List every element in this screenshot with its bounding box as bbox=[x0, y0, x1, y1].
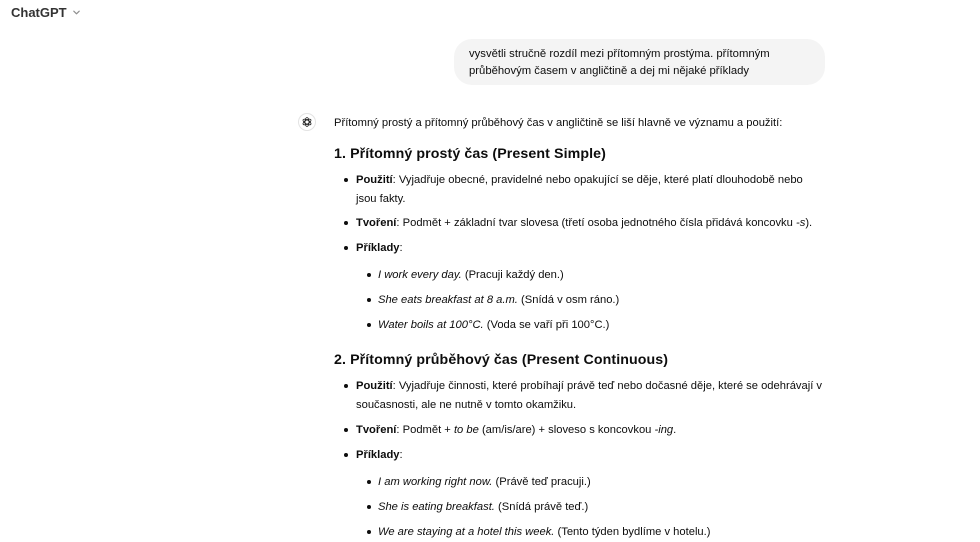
label-usage: Použití bbox=[356, 380, 393, 392]
list-item: Příklady: bbox=[356, 239, 824, 258]
bullet bbox=[344, 246, 348, 250]
example-item: I am working right now. (Právě teď pracuji.) bbox=[378, 473, 591, 492]
bullet bbox=[367, 323, 371, 327]
user-message-bubble bbox=[454, 39, 825, 85]
list-item: Tvoření: Podmět + základní tvar slovesa (třetí osoba jednotného čísla přidává koncovku -s). bbox=[356, 214, 824, 233]
example-item: She is eating breakfast. (Snídá právě teď.) bbox=[378, 498, 588, 517]
section-heading: 2. Přítomný průběhový čas (Present Continuous) bbox=[334, 352, 669, 368]
list-item: Příklady: bbox=[356, 446, 824, 465]
label-examples: Příklady bbox=[356, 449, 400, 461]
bullet bbox=[367, 480, 371, 484]
label-form: Tvoření bbox=[356, 217, 397, 229]
bullet bbox=[344, 178, 348, 182]
model-selector[interactable] bbox=[11, 3, 81, 21]
example-item: We are staying at a hotel this week. (Tento týden bydlíme v hotelu.) bbox=[378, 523, 711, 542]
list-item: Tvoření: Podmět + to be (am/is/are) + sloveso s koncovkou -ing. bbox=[356, 421, 824, 440]
user-message-line: průběhovým časem v angličtině a dej mi nějaké příklady bbox=[469, 65, 750, 77]
answer-intro: Přítomný prostý a přítomný průběhový čas v angličtině se liší hlavně ve významu a použití: bbox=[334, 117, 783, 129]
chevron-down-icon bbox=[72, 8, 81, 17]
bullet bbox=[344, 453, 348, 457]
bullet bbox=[344, 428, 348, 432]
bullet bbox=[367, 530, 371, 534]
user-message-line: vysvětli stručně rozdíl mezi přítomným prostýma. přítomným bbox=[469, 48, 770, 60]
example-item: I work every day. (Pracuji každý den.) bbox=[378, 266, 564, 285]
section-heading: 1. Přítomný prostý čas (Present Simple) bbox=[334, 146, 606, 162]
example-item: She eats breakfast at 8 a.m. (Snídá v osm ráno.) bbox=[378, 291, 619, 310]
bullet bbox=[367, 505, 371, 509]
bullet bbox=[344, 384, 348, 388]
example-item: Water boils at 100°C. (Voda se vaří při 100°C.) bbox=[378, 316, 609, 335]
label-form: Tvoření bbox=[356, 424, 397, 436]
bullet bbox=[367, 298, 371, 302]
bullet bbox=[344, 221, 348, 225]
list-item: Použití: Vyjadřuje obecné, pravidelné nebo opakující se děje, které platí dlouhodobě nebo jsou fakty. bbox=[356, 171, 824, 209]
openai-logo-icon bbox=[298, 113, 316, 131]
model-name: ChatGPT bbox=[11, 4, 67, 20]
label-examples: Příklady bbox=[356, 242, 400, 254]
label-usage: Použití bbox=[356, 174, 393, 186]
list-item: Použití: Vyjadřuje činnosti, které probíhají právě teď nebo dočasné děje, které se odehrávají v současnosti, ale ne nutně v tomto okamžiku. bbox=[356, 377, 824, 415]
bullet bbox=[367, 273, 371, 277]
